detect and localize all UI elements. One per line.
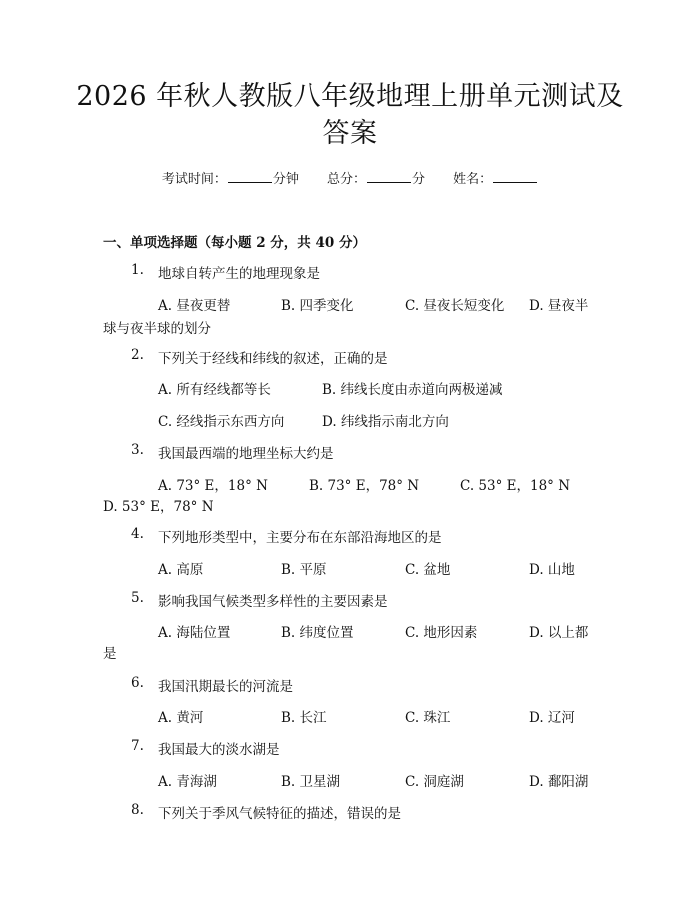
question-number: 4. [131, 526, 144, 542]
document-title [60, 78, 640, 152]
option-d: D. 以上都 [529, 625, 589, 641]
question-text: 我国最西端的地理坐标大约是 [158, 446, 334, 462]
option-b: B. 平原 [281, 562, 327, 578]
option-d: D. 山地 [529, 562, 575, 578]
time-unit: 分钟 [272, 172, 299, 187]
score-label: 总分： [326, 172, 366, 187]
question-text: 地球自转产生的地理现象是 [158, 266, 320, 282]
option-wrap: 是 [103, 646, 117, 662]
option-b: B. 纬度位置 [281, 625, 354, 641]
option-a: A. 昼夜更替 [158, 298, 231, 314]
option-c: C. 53° E，18° N [460, 478, 571, 494]
time-label: 考试时间： [161, 172, 227, 187]
question-text: 我国最大的淡水湖是 [158, 742, 280, 758]
question-number: 3. [131, 442, 144, 458]
question-number: 1. [131, 262, 144, 278]
name-blank[interactable] [493, 170, 537, 183]
question-text: 影响我国气候类型多样性的主要因素是 [158, 594, 388, 610]
option-a: A. 黄河 [158, 710, 204, 726]
option-b: B. 73° E，78° N [309, 478, 420, 494]
exam-meta [0, 168, 700, 187]
option-b: B. 纬线长度由赤道向两极递减 [322, 382, 503, 398]
option-b: B. 四季变化 [281, 298, 354, 314]
option-a: A. 所有经线都等长 [158, 382, 271, 398]
option-d: D. 纬线指示南北方向 [322, 414, 449, 430]
option-d: D. 辽河 [529, 710, 575, 726]
option-d: D. 鄱阳湖 [529, 774, 589, 790]
score-blank[interactable] [367, 170, 411, 183]
option-c: C. 洞庭湖 [405, 774, 464, 790]
option-c: C. 经线指示东西方向 [158, 414, 285, 430]
option-a: A. 青海湖 [158, 774, 217, 790]
question-text: 下列关于经线和纬线的叙述，正确的是 [158, 351, 388, 367]
question-number: 5. [131, 590, 144, 606]
question-number: 7. [131, 738, 144, 754]
question-number: 8. [131, 802, 144, 818]
option-d: D. 53° E，78° N [103, 499, 214, 515]
question-number: 2. [131, 347, 144, 363]
name-label: 姓名： [453, 172, 493, 187]
score-unit: 分 [412, 172, 426, 187]
question-text: 下列地形类型中，主要分布在东部沿海地区的是 [158, 530, 442, 546]
option-d: D. 昼夜半 [529, 298, 589, 314]
option-a: A. 海陆位置 [158, 625, 231, 641]
title-line-2: 答案 [322, 118, 378, 149]
option-c: C. 地形因素 [405, 625, 478, 641]
section-title: 一、单项选择题（每小题 2 分，共 40 分） [103, 235, 366, 251]
question-text: 下列关于季风气候特征的描述，错误的是 [158, 806, 401, 822]
option-a: A. 73° E，18° N [158, 478, 268, 494]
option-c: C. 珠江 [405, 710, 451, 726]
option-b: B. 长江 [281, 710, 327, 726]
option-b: B. 卫星湖 [281, 774, 341, 790]
time-blank[interactable] [228, 170, 272, 183]
option-c: C. 昼夜长短变化 [405, 298, 505, 314]
total-score [327, 168, 425, 187]
question-number: 6. [131, 675, 144, 691]
question-text: 我国汛期最长的河流是 [158, 679, 293, 695]
option-a: A. 高原 [158, 562, 204, 578]
student-name [453, 168, 538, 187]
exam-time [162, 168, 299, 187]
title-line-1: 2026 年秋人教版八年级地理上册单元测试及 [76, 81, 624, 112]
option-c: C. 盆地 [405, 562, 451, 578]
option-wrap: 球与夜半球的划分 [103, 321, 211, 337]
